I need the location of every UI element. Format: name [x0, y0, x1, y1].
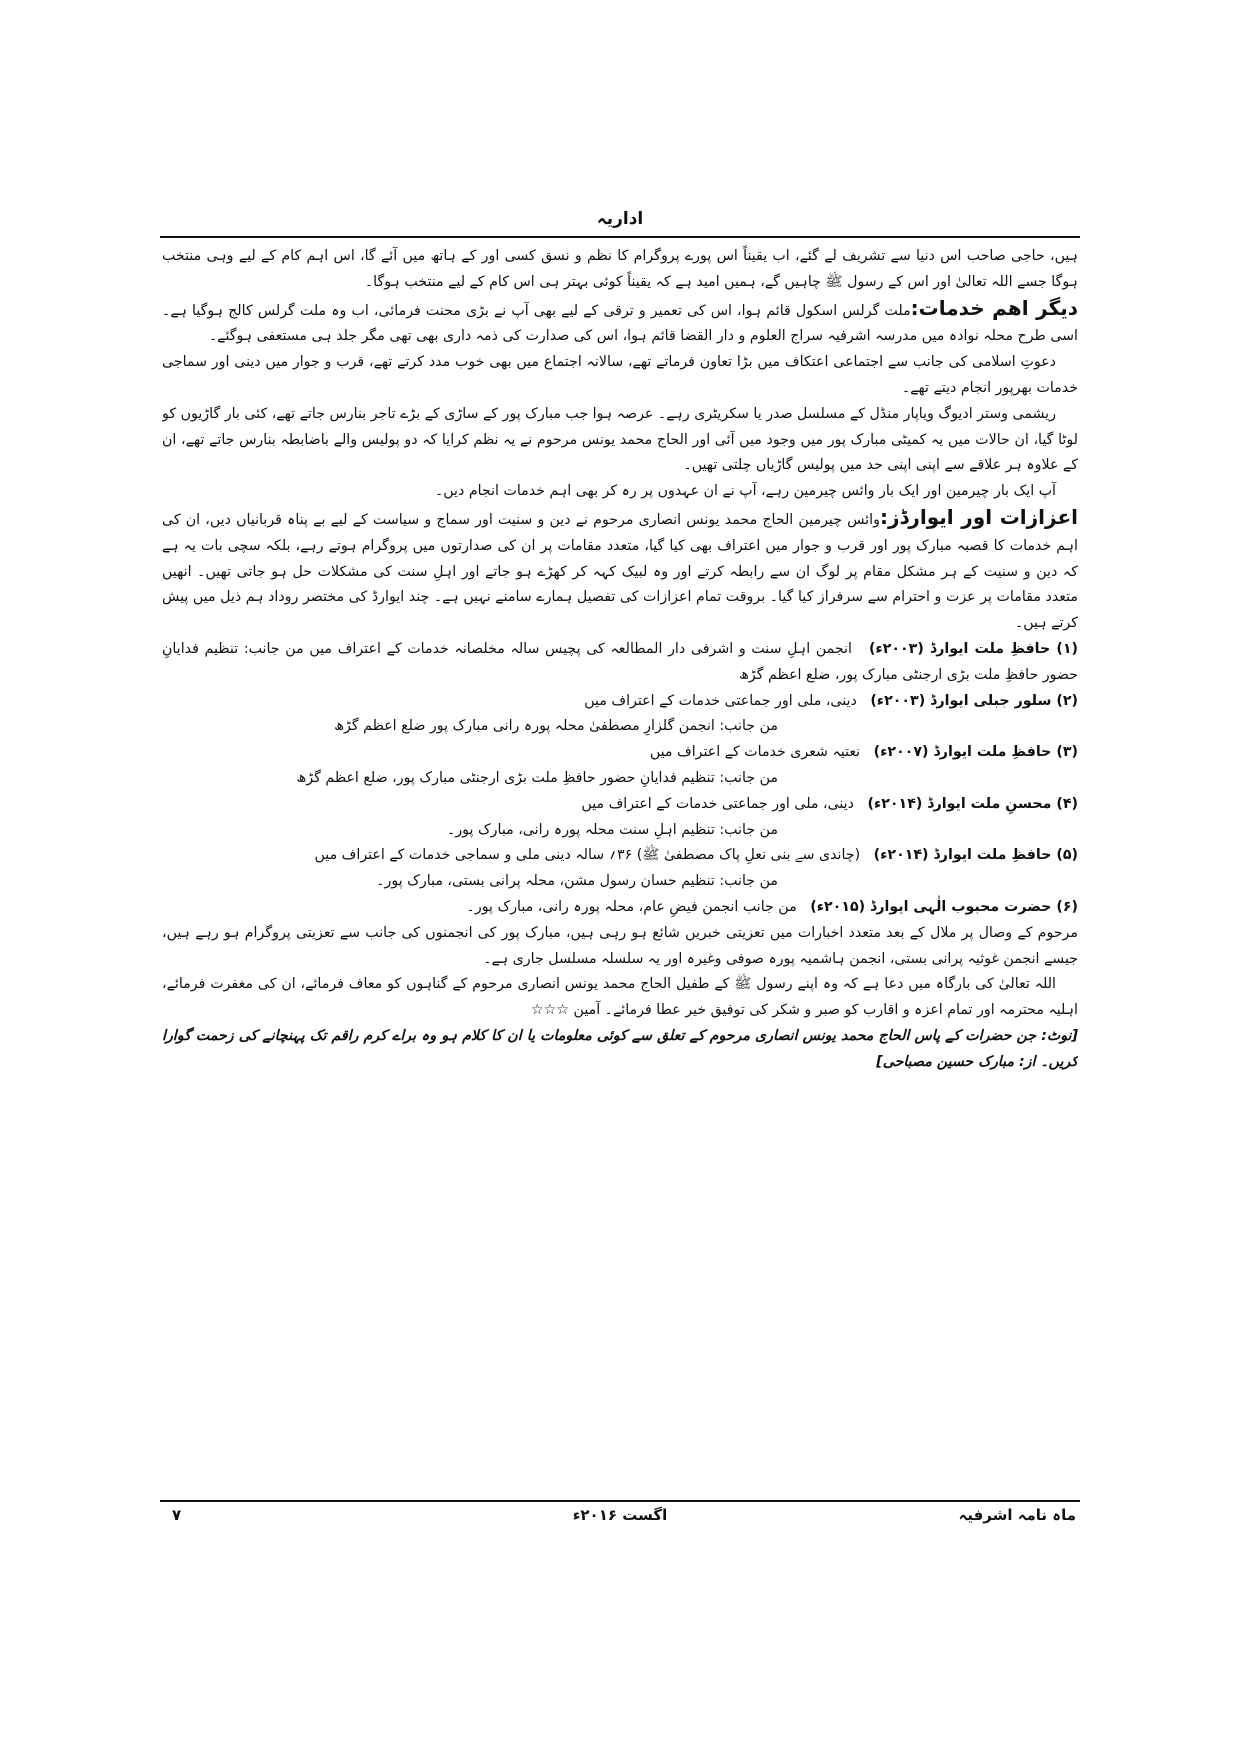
article-body — [162, 244, 1078, 1494]
award-item-4 — [162, 792, 1078, 818]
paragraph-4: ریشمی وستر ادیوگ ویاپار منڈل کے مسلسل صدر یا سکریٹری رہے۔ عرصہ ہوا جب مبارک پور کے ساڑی کے بڑے تاجر بنارس جاتے تھے، کئی بار گاڑیوں کو لوٹا گیا، ان حالات میں یہ کمیٹی مبارک پور میں وجود میں آئی اور الحاج محمد یونس مرحوم نے یہ نظم کرایا کہ دو پولیس والے باضابطہ بنارس جاتے تھے، ان کے علاوہ ہر علاقے سے اپنی اپنی حد میں پولیس گاڑیاں چلتی تھیں۔ — [162, 405, 1078, 474]
paragraph-6-text: وائس چیرمین الحاج محمد یونس انصاری مرحوم نے دین و سنیت اور سماج و سیاست کے لیے بے پناہ قربانیاں دیں، ان کی اہم خدمات کا قصبہ مبارک پور اور قرب و جوار میں اعتراف بھی کیا گیا، متعدد مقامات پر ان کی صدارتوں میں پروگرام ہوتے رہے، بلکہ سچی بات یہ ہے کہ دین و سنیت کے ہر مشکل مقام پر لوگ ان سے رابطہ کرتے اور وہ لبیک کہہ کر کھڑے ہو جاتے اور اہلِ سنت کی مشکلات حل ہو جاتی تھیں۔ انھیں متعدد مقامات پر عزت و احترام سے سرفراز کیا گیا۔ بروقت تمام اعزازات کی تفصیل ہمارے سامنے نہیں ہے۔ چند ایوارڈ کی مختصر روداد ہم ذیل میں پیش کرتے ہیں۔ — [162, 511, 1078, 632]
award-title: (۶) حضرت محبوب الٰہی ایوارڈ (۲۰۱۵ء) — [810, 898, 1078, 915]
footer-date: اگست ۲۰۱۶ء — [572, 1506, 668, 1524]
award-title: (۲) سلور جبلی ایوارڈ (۲۰۰۳ء) — [870, 692, 1078, 709]
award-from: من جانب: تنظیم حسان رسول مشن، محلہ پرانی بستی، مبارک پور۔ — [376, 873, 778, 890]
paragraph-3: دعوتِ اسلامی کی جانب سے اجتماعی اعتکاف میں بڑا تعاون فرماتے تھے، سالانہ اجتماع میں بھی خوب مدد کرتے تھے، قرب و جوار میں دینی اور سماجی خدمات بھرپور انجام دیتے تھے۔ — [162, 354, 1078, 396]
award-from: من جانب: انجمن گلزارِ مصطفیٰ محلہ پورہ رانی مبارک پور ضلع اعظم گڑھ — [334, 718, 778, 735]
award-from: من جانب: تنظیم اہلِ سنت محلہ پورہ رانی، مبارک پور۔ — [447, 821, 778, 838]
paragraph-6 — [162, 505, 1078, 637]
page-footer — [160, 1506, 1080, 1530]
award-desc: دینی، ملی اور جماعتی خدمات کے اعتراف میں — [584, 692, 857, 709]
award-desc: نعتیہ شعری خدمات کے اعتراف میں — [649, 744, 861, 761]
award-title: (۳) حافظِ ملت ایوارڈ (۲۰۰۷ء) — [873, 744, 1078, 761]
award-desc: دینی، ملی اور جماعتی خدمات کے اعتراف میں — [581, 795, 854, 812]
award-title: (۱) حافظِ ملت ایوارڈ (۲۰۰۳ء) — [868, 640, 1078, 657]
paragraph-2-text: ملت گرلس اسکول قائم ہوا، اس کی تعمیر و ترقی کے لیے بھی آپ نے بڑی محنت فرمائی، اب وہ ملت گرلس کالج ہوگیا ہے۔ اسی طرح محلہ نوادہ میں مدرسہ اشرفیہ سراج العلوم و دار القضا قائم ہوا، اس کی صدارت کی ذمہ داری بھی تھی مگر جلد ہی مستعفی ہوگئے۔ — [162, 302, 1078, 345]
award-item-1 — [162, 637, 1078, 689]
award-item-2 — [162, 689, 1078, 715]
award-title: (۴) محسنِ ملت ایوارڈ (۲۰۱۴ء) — [867, 795, 1078, 812]
award-item-6 — [162, 895, 1078, 921]
paragraph-8: اللہ تعالیٰ کی بارگاہ میں دعا ہے کہ وہ اپنے رسول ﷺ کے طفیل الحاج محمد یونس انصاری مرحوم کے گناہوں کو معاف فرمائے، ان کی مغفرت فرمائے، اہلیہ محترمہ اور تمام اعزہ و اقارب کو صبر و شکر کی توفیق خیر عطا فرمائے۔ آمین ☆☆☆ — [162, 976, 1078, 1019]
award-desc: من جانب انجمن فیضِ عام، محلہ پورہ رانی، مبارک پور۔ — [466, 898, 797, 915]
section-heading-awards: اعزازات اور ایوارڈز: — [879, 504, 1078, 529]
award-desc: (چاندی سے بنی نعلِ پاک مصطفیٰ ﷺ) ۳۶؍ سالہ دینی ملی و سماجی خدمات کے اعتراف میں — [314, 847, 861, 864]
award-desc: انجمن اہلِ سنت و اشرفی دار المطالعہ کی پچیس سالہ مخلصانہ خدمات کے اعتراف میں من جانب: تنظیم فدایانِ حضور حافظِ ملت بڑی ارجنٹی مبارک پور، ضلع اعظم گڑھ — [162, 640, 1078, 683]
award-item-5 — [162, 843, 1078, 869]
award-from: من جانب: تنظیم فدایانِ حضور حافظِ ملت بڑی ارجنٹی مبارک پور، ضلع اعظم گڑھ — [296, 769, 778, 786]
section-heading-services: دیگر اهم خدمات: — [910, 295, 1078, 320]
footer-rule — [160, 1500, 1080, 1502]
paragraph-5: آپ ایک بار چیرمین اور ایک بار وائس چیرمین رہے، آپ نے ان عہدوں پر رہ کر بھی اہم خدمات انجام دیں۔ — [434, 483, 1056, 500]
award-title: (۵) حافظِ ملت ایوارڈ (۲۰۱۴ء) — [873, 847, 1078, 864]
paragraph-2 — [162, 296, 1078, 351]
paragraph-7: مرحوم کے وصال پر ملال کے بعد متعدد اخبارات میں تعزیتی خبریں شائع ہو رہی ہیں، مبارک پور کی انجمنوں کی جانب سے تعزیتی پروگرام ہو رہے ہیں، جیسے انجمن غوثیہ پرانی بستی، انجمن ہاشمیہ پورہ صوفی وغیرہ اور یہ سلسلہ مسلسل جاری ہے۔ — [162, 924, 1078, 967]
page-header: اداریہ — [596, 209, 644, 229]
header-rule — [160, 236, 1080, 238]
paragraph-1: ہیں، حاجی صاحب اس دنیا سے تشریف لے گئے، اب یقیناً اس پورے پروگرام کا نظم و نسق کسی اور کے ہاتھ میں آئے گا، اس اہم کام کے لیے وہی منتخب ہوگا جسے اللہ تعالیٰ اور اس کے رسول ﷺ چاہیں گے، ہمیں امید ہے کہ یقیناً کوئی بہتر ہی اس کام کے لیے منتخب ہوگا۔ — [162, 248, 1078, 290]
footer-magazine-name: ماہ نامہ اشرفیہ — [958, 1506, 1076, 1524]
footer-page-number: ۷ — [172, 1506, 182, 1524]
editor-note: [نوٹ: جن حضرات کے پاس الحاج محمد یونس انصاری مرحوم کے تعلق سے کوئی معلومات یا ان کا کلام ہو وہ براے کرم راقم تک پہنچانے کی زحمت گوارا کریں۔ از: مبارک حسین مصباحی] — [162, 1027, 1078, 1070]
award-item-3 — [162, 740, 1078, 766]
